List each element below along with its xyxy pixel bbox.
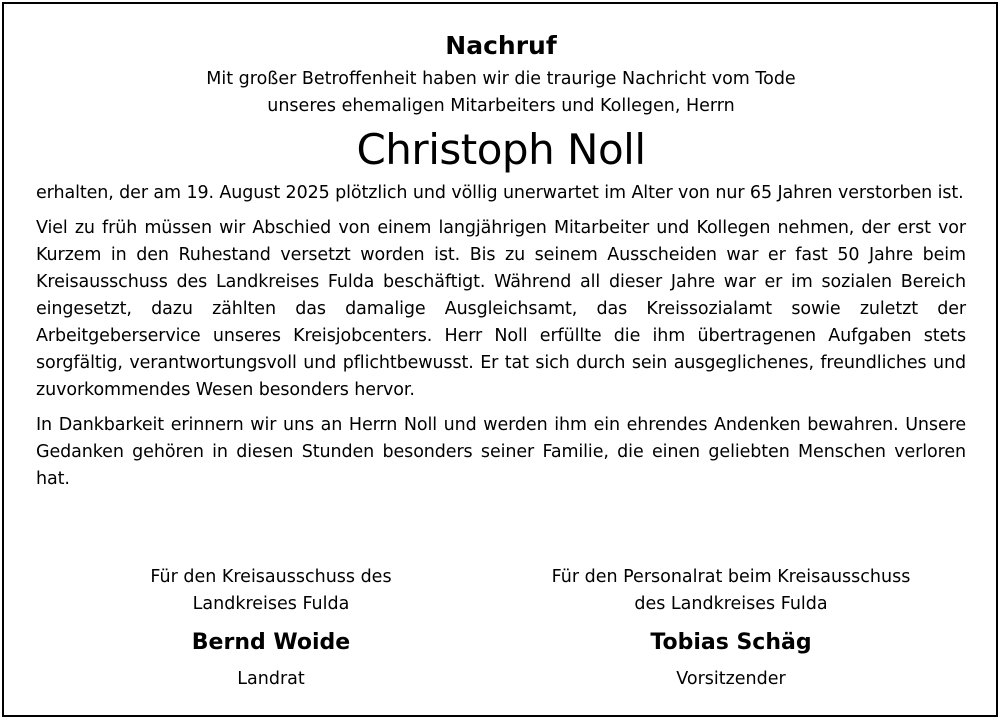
notice-heading: Nachruf [445,31,557,60]
paragraph-2: Viel zu früh müssen wir Abschied von einem langjährigen Mitarbeiter und Kollegen nehmen, der erst vor Kurzem in den Ruhestand versetzt worden ist. Bis zu seinem Ausscheiden war er fast 50 Jahre beim Kreisausschuss des Landkreises Fulda beschäftigt. Während all dieser Jahre war er im sozialen Bereich eingesetzt, dazu zählten das damalige Ausgleichsamt, das Kreissozialamt sowie zuletzt der Arbeitgeberservice unseres Kreisjobcenters. Herr Noll erfüllte die ihm übertragenen Aufgaben stets sorgfältig, verantwortungsvoll und pflichtbewusst. Er tat sich durch sein ausgeglichenes, freundliches und zuvorkommendes Wesen besonders hervor. [36,218,966,400]
signer-left-name: Bernd Woide [191,630,351,655]
signer-right [531,564,931,693]
signer-left [106,564,436,693]
signer-left-role: Landrat [237,669,305,689]
intro-line-2: unseres ehemaligen Mitarbeiters und Kollegen, Herrn [267,96,735,116]
signer-right-org-line-1: Für den Personalrat beim Kreisausschuss [551,567,911,587]
intro-text [36,66,966,120]
notice-body [36,30,966,501]
paragraph-3: In Dankbarkeit erinnern wir uns an Herrn Noll und werden ihm ein ehrendes Andenken bewahren. Unsere Gedanken gehören in diesen Stunden besonders seiner Familie, die einen geliebten Menschen verloren hat. [36,415,966,489]
signer-right-org-line-2: des Landkreises Fulda [634,594,828,614]
signer-left-org [106,564,436,618]
paragraph-1: erhalten, der am 19. August 2025 plötzlich und völlig unerwartet im Alter von nur 65 Jahren verstorben ist. [36,183,964,203]
signer-right-role: Vorsitzender [676,669,786,689]
signer-left-org-line-2: Landkreises Fulda [192,594,350,614]
deceased-name: Christoph Noll [356,125,646,174]
signer-left-org-line-1: Für den Kreisausschuss des [150,567,392,587]
signature-block [36,564,966,694]
intro-line-1: Mit großer Betroffenheit haben wir die traurige Nachricht vom Tode [206,69,796,89]
signer-right-org [531,564,931,618]
signer-right-name: Tobias Schäg [650,630,812,655]
